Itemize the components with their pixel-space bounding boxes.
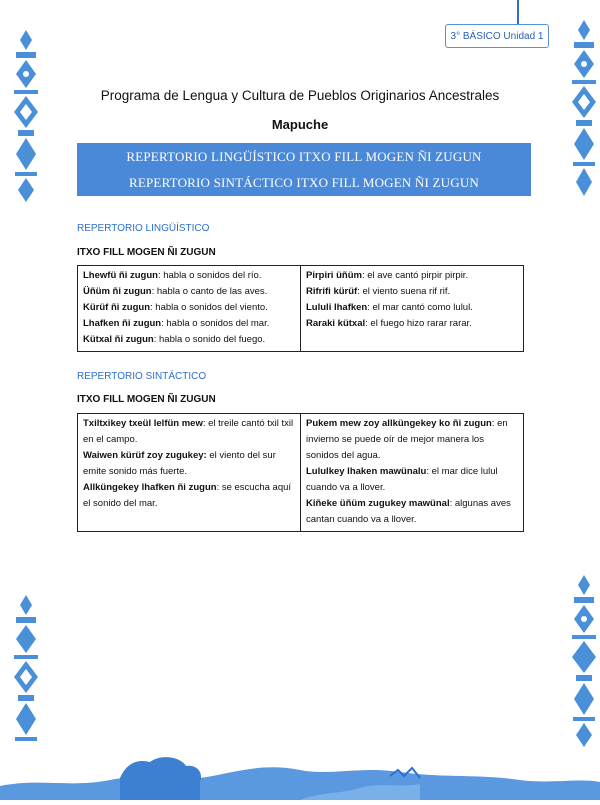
list-item: Üñüm ñi zugun: habla o canto de las aves. (83, 286, 268, 297)
bottom-landscape-decoration (0, 748, 600, 800)
left-bottom-decoration (10, 595, 42, 755)
list-item: Lululi lhafken: el mar cantó como lulul. (306, 302, 473, 313)
linguistic-right-cell (301, 266, 524, 352)
right-top-decoration (568, 20, 600, 205)
linguistic-section-heading: REPERTORIO LINGÜÍSTICO (77, 223, 210, 234)
badge-accent-bar (517, 0, 519, 24)
list-item: Lhafken ñi zugun: habla o sonidos del mar. (83, 318, 270, 329)
list-item: Allküngekey lhafken ñi zugun: se escucha aquí el sonido del mar. (83, 482, 292, 509)
banner-line-2: REPERTORIO SINTÁCTICO ITXO FILL MOGEN ÑI ZUGUN (128, 174, 479, 190)
list-item: Kürüf ñi zugun: habla o sonidos del viento. (83, 302, 268, 313)
list-item: Raraki kütxal: el fuego hizo rarar rarar. (306, 318, 472, 329)
list-item: Txiltxikey txeül lelfün mew: el treile cantó txil txil en el campo. (83, 418, 294, 445)
list-item: Waiwen kürüf zoy zugukey: el viento del sur emite sonido más fuerte. (83, 450, 276, 477)
list-item: Kütxal ñi zugun: habla o sonido del fuego. (83, 334, 266, 345)
linguistic-table (77, 265, 524, 352)
syntactic-left-cell (78, 414, 301, 532)
banner-line-1: REPERTORIO LINGÜÍSTICO ITXO FILL MOGEN ÑI ZUGUN (126, 148, 482, 164)
syntactic-section-heading: REPERTORIO SINTÁCTICO (77, 371, 207, 382)
list-item: Lhewfü ñi zugun: habla o sonidos del río. (83, 270, 262, 281)
right-bottom-decoration (568, 575, 600, 750)
program-title: Programa de Lengua y Cultura de Pueblos Originarios Ancestrales (100, 88, 500, 103)
list-item: Lululkey lhaken mawünalu: el mar dice lulul cuando va a llover. (306, 466, 498, 493)
left-bottom-pattern-icon (10, 595, 42, 755)
syntactic-subheading: ITXO FILL MOGEN ÑI ZUGUN (77, 394, 216, 405)
syntactic-table (77, 413, 524, 532)
syntactic-right-cell (301, 414, 524, 532)
list-item: Rifrifi kürüf: el viento suena rif rif. (306, 286, 451, 297)
linguistic-left-cell (78, 266, 301, 352)
list-item: Kiñeke üñüm zugukey mawünal: algunas aves cantan cuando va a llover. (306, 498, 511, 525)
title-banner (77, 143, 531, 196)
list-item: Pirpiri üñüm: el ave cantó pirpir pirpir. (306, 270, 469, 281)
landscape-illustration-icon (0, 748, 600, 800)
right-bottom-pattern-icon (568, 575, 600, 750)
subject-title: Mapuche (271, 117, 329, 132)
linguistic-subheading: ITXO FILL MOGEN ÑI ZUGUN (77, 247, 216, 258)
right-top-pattern-icon (568, 20, 600, 205)
list-item: Pukem mew zoy allküngekey ko ñi zugun: en invierno se puede oír de mejor manera los sonidos del agua. (306, 418, 508, 461)
grade-badge: 3° BÁSICO Unidad 1 (445, 24, 549, 48)
